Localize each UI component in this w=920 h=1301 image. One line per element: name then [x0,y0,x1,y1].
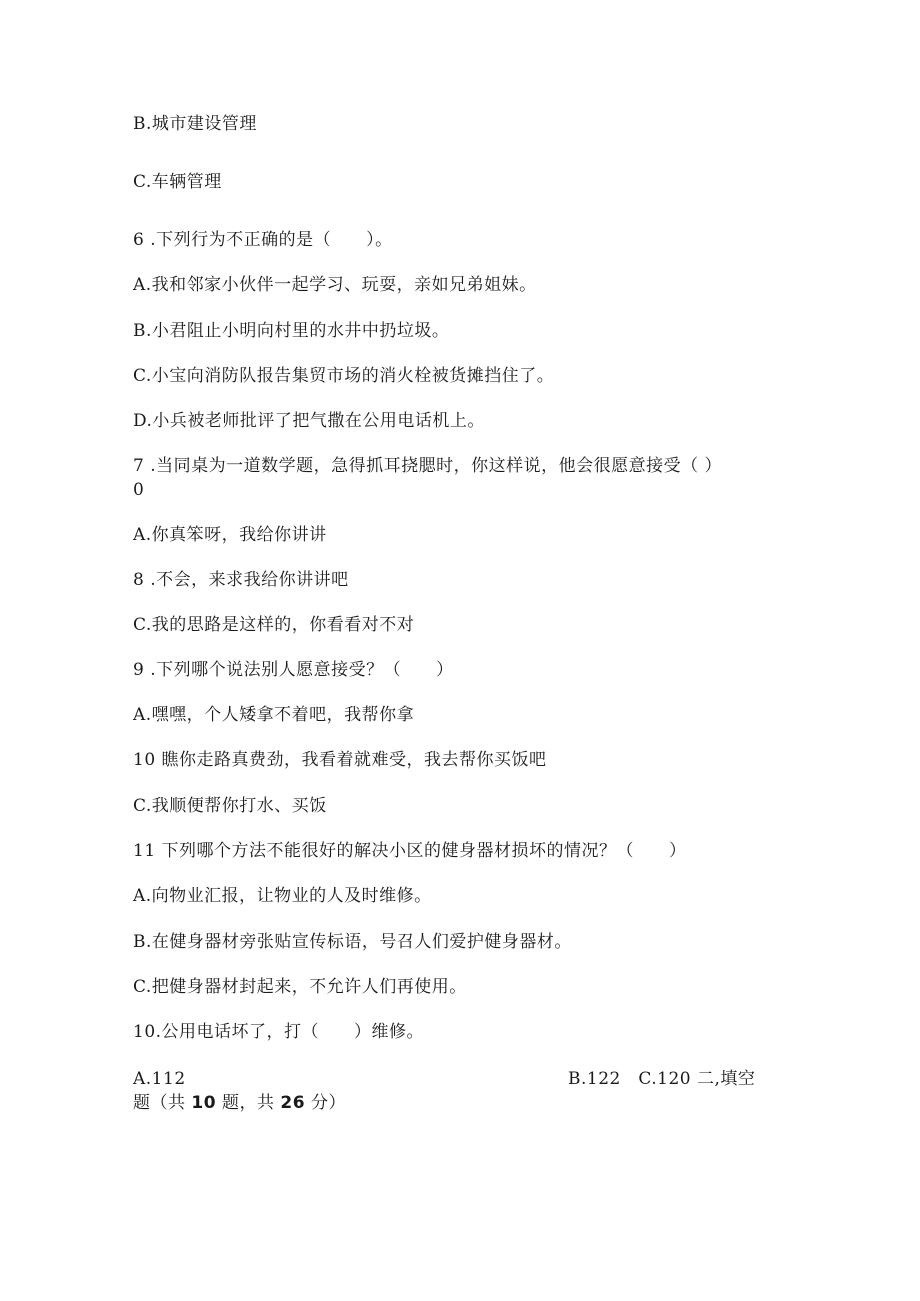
q6-option-c: C.小宝向消防队报告集贸市场的消火栓被货摊挡住了。 [133,366,555,386]
q6-option-d: D.小兵被老师批评了把气撒在公用电话机上。 [133,411,485,431]
option-c-vehicle-management: C.车辆管理 [133,172,222,192]
section-question-count: 10 [191,1093,217,1113]
q9-option-c: C.我顺便帮你打水、买饭 [133,796,327,816]
question-7-continuation: 0 [133,480,145,500]
section-mid: 题，共 [216,1093,281,1113]
section-prefix: 题（共 [133,1093,192,1113]
q11-option-a: A.向物业汇报，让物业的人及时维修。 [133,886,432,906]
q9-option-a: A.嘿嘿，个人矮拿不着吧，我帮你拿 [133,705,415,725]
q6-option-a: A.我和邻家小伙伴一起学习、玩耍，亲如兄弟姐妹。 [133,275,537,295]
section-total-score: 26 [280,1093,306,1113]
q10-options-bc: B.122 C.120 二,填空 [568,1069,756,1089]
section-suffix: 分） [305,1093,346,1113]
option-b-city-management: B.城市建设管理 [133,114,257,134]
q7-option-b: 8 .不会，来求我给你讲讲吧 [133,570,349,590]
question-10: 10.公用电话坏了，打（ ）维修。 [133,1022,425,1042]
q6-option-b: B.小君阻止小明向村里的水井中扔垃圾。 [133,321,450,341]
question-6: 6 .下列行为不正确的是（ ）。 [133,230,393,250]
q10-option-a: A.112 [133,1069,186,1089]
q11-option-c: C.把健身器材封起来，不允许人们再使用。 [133,977,467,997]
question-9: 9 .下列哪个说法别人愿意接受？（ ） [133,660,454,680]
q11-option-b: B.在健身器材旁张贴宣传标语，号召人们爱护健身器材。 [133,932,572,952]
q7-option-a: A.你真笨呀，我给你讲讲 [133,525,327,545]
q7-option-c: C.我的思路是这样的，你看看对不对 [133,615,415,635]
question-7: 7 .当同桌为一道数学题，急得抓耳挠腮时，你这样说，他会很愿意接受（ ） [133,456,723,476]
question-11: 11 下列哪个方法不能很好的解决小区的健身器材损坏的情况？（ ） [133,841,687,861]
section-heading [133,1092,346,1114]
q9-option-b: 10 瞧你走路真费劲，我看着就难受，我去帮你买饭吧 [133,750,547,770]
